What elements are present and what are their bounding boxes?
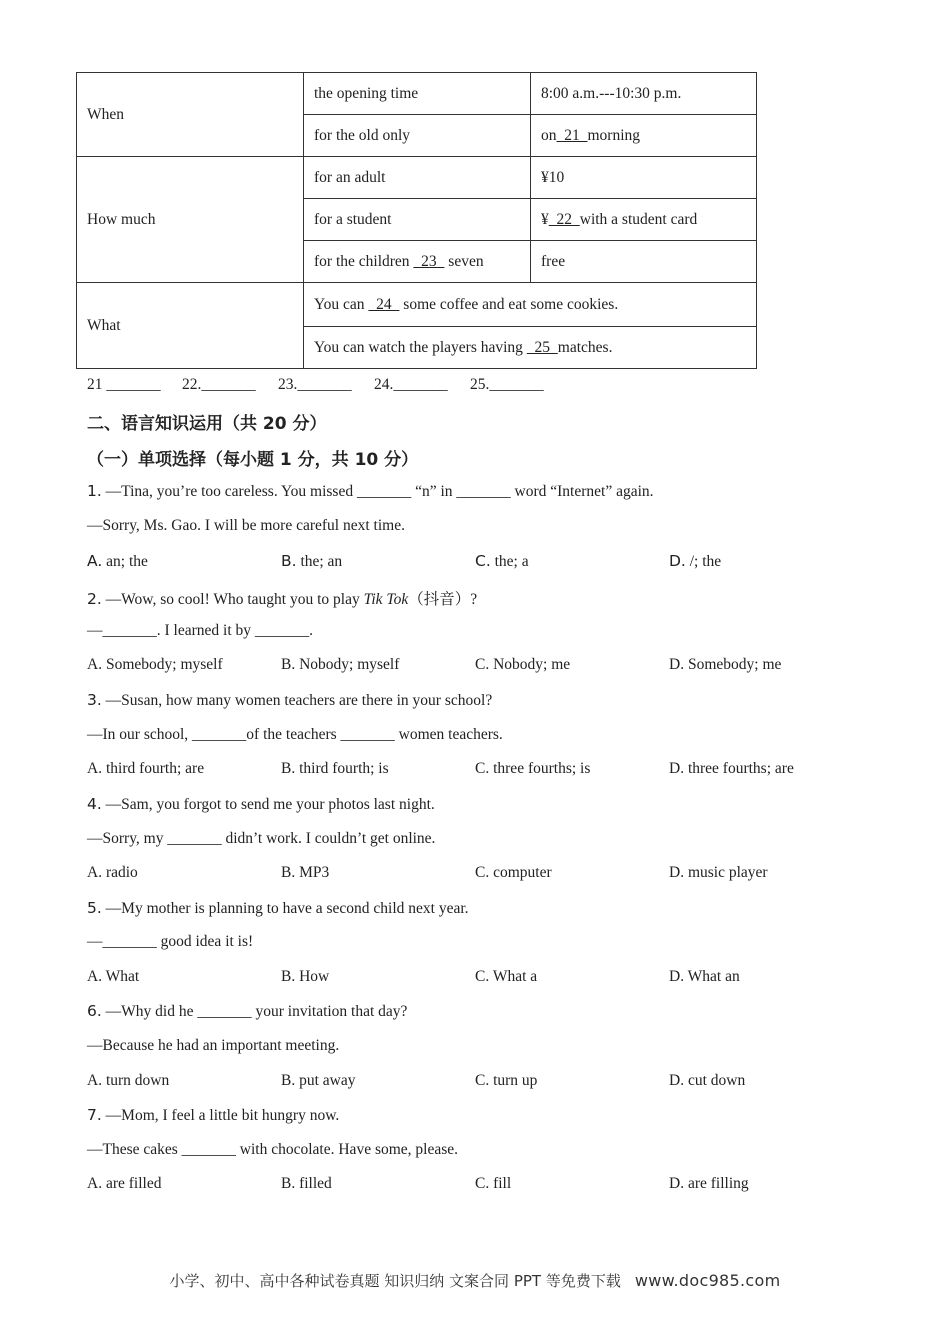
subsection-heading: （一）单项选择（每小题 1 分，共 10 分） — [87, 450, 419, 470]
option-d[interactable]: D. /; the — [669, 552, 722, 570]
question-5-reply: —_______ good idea it is! — [87, 933, 254, 950]
option-b[interactable]: B. How — [281, 968, 330, 985]
option-a[interactable]: A. an; the — [87, 552, 148, 570]
option-a[interactable]: A. What — [87, 968, 140, 985]
question-number: 5. — [87, 899, 102, 917]
option-c[interactable]: C. turn up — [475, 1072, 538, 1089]
question-3-reply: —In our school, _______of the teachers _______ women teachers. — [87, 726, 503, 743]
blank-22: 22 — [548, 210, 580, 228]
page-footer — [0, 1270, 950, 1291]
option-a[interactable]: A. radio — [87, 864, 138, 881]
table-cell: for the children 23 seven — [304, 241, 531, 283]
table-cell: 8:00 a.m.---10:30 p.m. — [531, 73, 757, 115]
option-b[interactable]: B. filled — [281, 1175, 332, 1192]
option-b[interactable]: B. third fourth; is — [281, 760, 389, 777]
question-5-stem: 5. —My mother is planning to have a second child next year. — [87, 899, 469, 917]
option-c[interactable]: C. fill — [475, 1175, 512, 1192]
answer-line — [87, 376, 544, 394]
answer-blank-21: 21 _______ — [87, 376, 161, 393]
row-label-how-much: How much — [77, 157, 304, 283]
table-cell: ¥ 22 with a student card — [531, 199, 757, 241]
option-c[interactable]: C. What a — [475, 968, 538, 985]
question-number: 1. — [87, 482, 102, 500]
table-cell: on 21 morning — [531, 115, 757, 157]
table-cell: You can watch the players having 25 matches. — [304, 327, 757, 369]
question-number: 4. — [87, 795, 102, 813]
question-3-stem: 3. —Susan, how many women teachers are there in your school? — [87, 691, 493, 709]
option-b[interactable]: B. the; an — [281, 552, 343, 570]
question-2-stem: 2. —Wow, so cool! Who taught you to play Tik Tok（抖音）? — [87, 590, 478, 608]
question-number: 2. — [87, 590, 102, 608]
blank-21: 21 — [556, 126, 588, 144]
question-6-reply: —Because he had an important meeting. — [87, 1037, 340, 1054]
footer-text: 小学、初中、高中各种试卷真题 知识归纳 文案合同 PPT 等免费下载 — [169, 1272, 621, 1290]
option-b[interactable]: B. put away — [281, 1072, 356, 1089]
option-d[interactable]: D. Somebody; me — [669, 656, 782, 673]
question-4-reply: —Sorry, my _______ didn’t work. I couldn’t get online. — [87, 830, 436, 847]
option-d[interactable]: D. three fourths; are — [669, 760, 794, 777]
option-a[interactable]: A. turn down — [87, 1072, 170, 1089]
question-1-stem: 1. —Tina, you’re too careless. You missed _______ “n” in _______ word “Internet” again. — [87, 482, 654, 500]
blank-25: 25 — [526, 338, 558, 356]
option-c[interactable]: C. three fourths; is — [475, 760, 591, 777]
table-cell: for an adult — [304, 157, 531, 199]
option-d[interactable]: D. What an — [669, 968, 740, 985]
option-b[interactable]: B. MP3 — [281, 864, 330, 881]
question-2-reply: —_______. I learned it by _______. — [87, 622, 314, 639]
answer-blank-23: 23._______ — [278, 376, 352, 393]
blank-24: 24 — [368, 295, 400, 313]
option-c[interactable]: C. the; a — [475, 552, 529, 570]
option-c[interactable]: C. computer — [475, 864, 552, 881]
table-cell: ¥10 — [531, 157, 757, 199]
question-4-stem: 4. —Sam, you forgot to send me your photos last night. — [87, 795, 435, 813]
option-a[interactable]: A. Somebody; myself — [87, 656, 223, 673]
table-cell: the opening time — [304, 73, 531, 115]
table-cell: for the old only — [304, 115, 531, 157]
section-heading: 二、语言知识运用（共 20 分） — [87, 414, 327, 434]
answer-blank-24: 24._______ — [374, 376, 448, 393]
option-c[interactable]: C. Nobody; me — [475, 656, 571, 673]
table-cell: free — [531, 241, 757, 283]
question-7-stem: 7. —Mom, I feel a little bit hungry now. — [87, 1106, 340, 1124]
info-table — [76, 72, 757, 369]
question-7-reply: —These cakes _______ with chocolate. Have some, please. — [87, 1141, 459, 1158]
question-number: 6. — [87, 1002, 102, 1020]
table-cell: You can 24 some coffee and eat some cookies. — [304, 283, 757, 327]
question-6-stem: 6. —Why did he _______ your invitation that day? — [87, 1002, 408, 1020]
question-number: 3. — [87, 691, 102, 709]
option-d[interactable]: D. music player — [669, 864, 768, 881]
blank-23: 23 — [413, 252, 445, 270]
row-label-when: When — [77, 73, 304, 157]
answer-blank-22: 22._______ — [182, 376, 256, 393]
question-1-reply: —Sorry, Ms. Gao. I will be more careful next time. — [87, 517, 405, 534]
question-number: 7. — [87, 1106, 102, 1124]
row-label-what: What — [77, 283, 304, 369]
footer-site-link[interactable]: www.doc985.com — [634, 1271, 781, 1290]
option-b[interactable]: B. Nobody; myself — [281, 656, 400, 673]
answer-blank-25: 25._______ — [470, 376, 544, 393]
option-a[interactable]: A. are filled — [87, 1175, 162, 1192]
option-a[interactable]: A. third fourth; are — [87, 760, 205, 777]
option-d[interactable]: D. are filling — [669, 1175, 749, 1192]
table-cell: for a student — [304, 199, 531, 241]
option-d[interactable]: D. cut down — [669, 1072, 746, 1089]
